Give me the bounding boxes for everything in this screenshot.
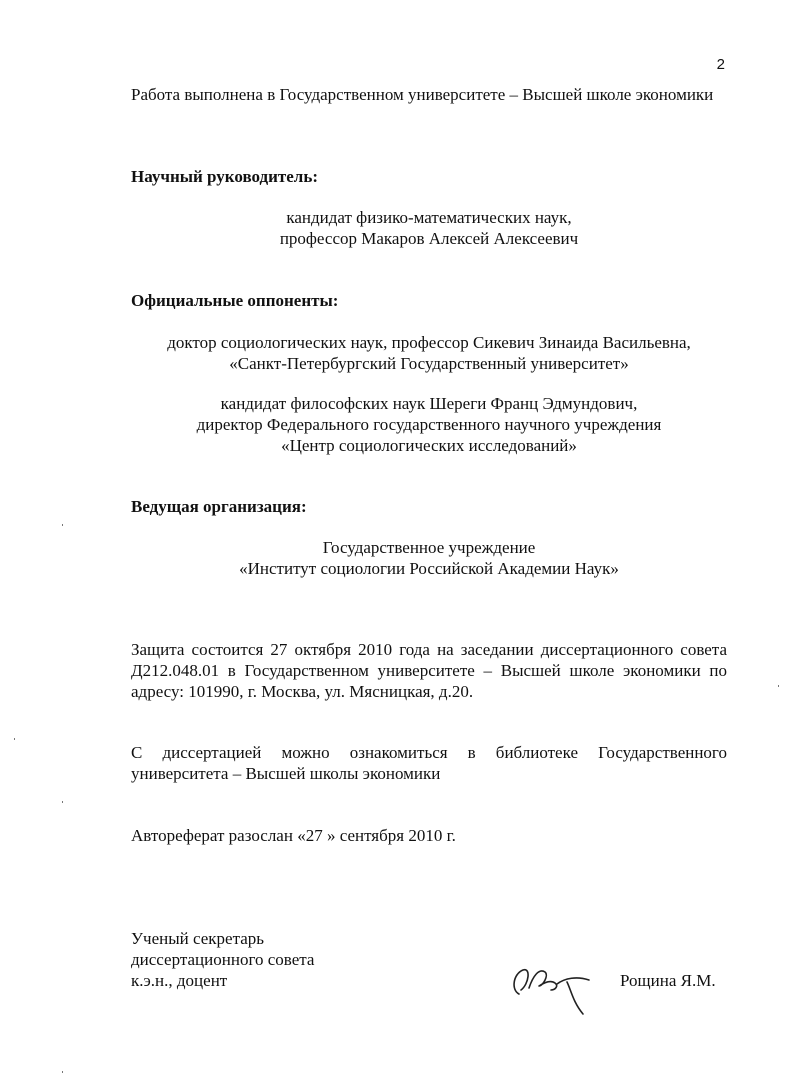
opponent-line: «Центр социологических исследований» — [281, 436, 577, 455]
leading-org-line: Государственное учреждение — [322, 538, 536, 557]
scan-speck — [778, 685, 779, 687]
page-number: 2 — [716, 56, 725, 73]
intro-paragraph: Работа выполнена в Государственном университете – Высшей школе экономики — [131, 85, 714, 104]
leading-org-details — [131, 537, 727, 579]
secretary-line: диссертационного совета — [131, 950, 315, 969]
library-paragraph: С диссертацией можно ознакомиться в библиотеке Государственного университета – Высшей школы экономики — [131, 743, 727, 783]
opponent-line: «Санкт-Петербургский Государственный университет» — [229, 354, 629, 373]
scan-speck — [62, 524, 63, 526]
secretary-line: Ученый секретарь — [131, 929, 265, 948]
defense-paragraph: Защита состоится 27 октября 2010 года на заседании диссертационного совета Д212.048.01 в Государственном университете – Высшей школе экономики по адресу: 101990, г. Москва, ул. Мясницкая, д.20. — [131, 640, 727, 701]
secretary-name: Рощина Я.М. — [620, 971, 716, 990]
leading-org-heading: Ведущая организация: — [131, 497, 307, 516]
opponents-heading: Официальные оппоненты: — [131, 291, 339, 310]
opponent-line: директор Федерального государственного научного учреждения — [196, 415, 662, 434]
opponent-line: доктор социологических наук, профессор Сикевич Зинаида Васильевна, — [167, 333, 691, 352]
supervisor-line: профессор Макаров Алексей Алексеевич — [279, 229, 579, 248]
secretary-title — [131, 928, 431, 991]
supervisor-details — [131, 207, 727, 249]
secretary-line: к.э.н., доцент — [131, 971, 228, 990]
dispatch-date: Автореферат разослан «27 » сентября 2010 г. — [131, 826, 456, 845]
opponent-second — [131, 393, 727, 456]
scan-speck — [14, 738, 15, 740]
scan-speck — [62, 801, 63, 803]
supervisor-heading: Научный руководитель: — [131, 167, 318, 186]
opponent-line: кандидат философских наук Шереги Франц Эдмундович, — [220, 394, 638, 413]
leading-org-line: «Институт социологии Российской Академии Наук» — [239, 559, 619, 578]
signature — [505, 950, 600, 1020]
scan-speck — [62, 1071, 63, 1073]
supervisor-line: кандидат физико-математических наук, — [286, 208, 572, 227]
opponent-first — [131, 332, 727, 374]
